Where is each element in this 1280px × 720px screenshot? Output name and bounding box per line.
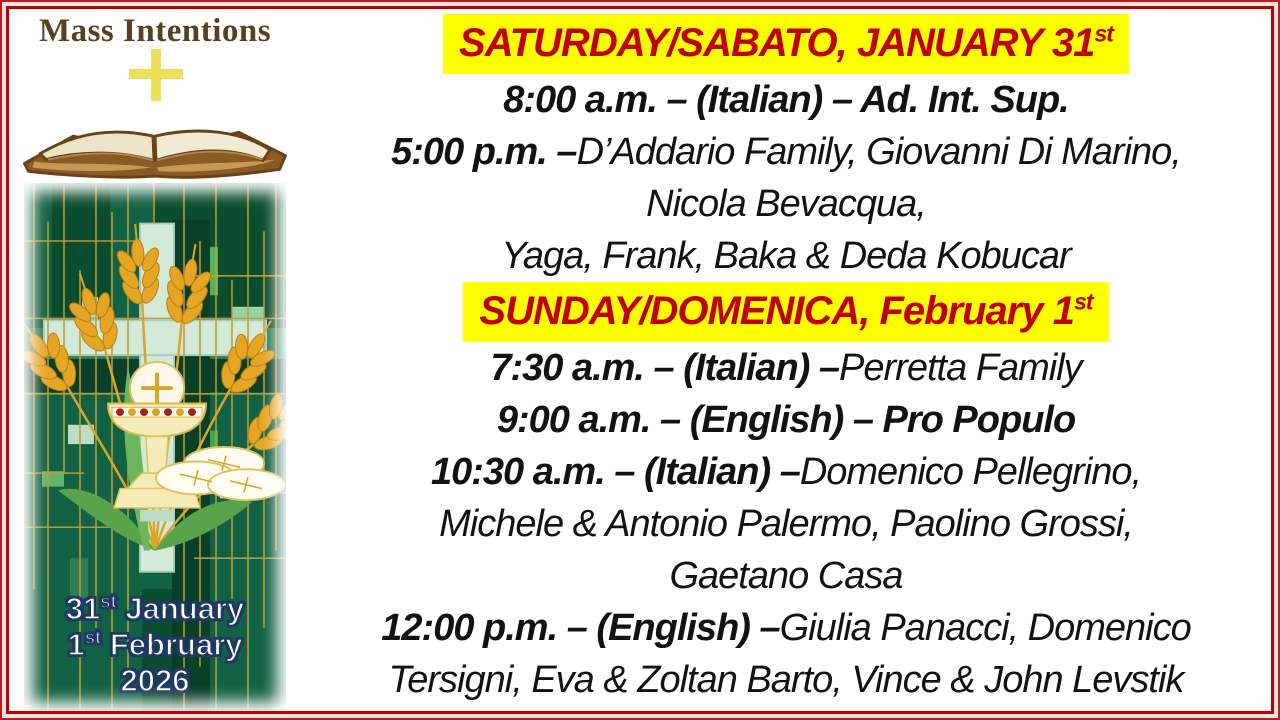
slide-content bbox=[6, 6, 1274, 714]
schedule-entry: Tersigni, Eva & Zoltan Barto, Vince & John Levstik bbox=[388, 659, 1184, 701]
schedule-entry: Michele & Antonio Palermo, Paolino Grossi, bbox=[439, 503, 1133, 545]
schedule-entry: 12:00 p.m. – (English) – Giulia Panacci, Domenico bbox=[381, 607, 1191, 649]
schedule-entry: 9:00 a.m. – (English) – Pro Populo bbox=[496, 399, 1076, 441]
schedule-entry: Gaetano Casa bbox=[669, 555, 903, 597]
schedule-entry: Yaga, Frank, Baka & Deda Kobucar bbox=[501, 235, 1071, 277]
schedule-day-header: SATURDAY/SABATO, JANUARY 31st bbox=[305, 14, 1267, 74]
left-panel bbox=[9, 9, 301, 711]
open-book-icon bbox=[16, 105, 294, 179]
mass-intentions-schedule bbox=[301, 9, 1271, 711]
schedule-entry: 7:30 a.m. – (Italian) – Perretta Family bbox=[490, 347, 1082, 389]
schedule-entry: 10:30 a.m. – (Italian) – Domenico Pellegrino, bbox=[430, 451, 1142, 493]
liturgical-banner-image bbox=[24, 183, 286, 711]
schedule-entry: 8:00 a.m. – (Italian) – Ad. Int. Sup. bbox=[503, 79, 1069, 121]
schedule-entry: Nicola Bevacqua, bbox=[646, 183, 926, 225]
banner-date-line: 2026 bbox=[120, 663, 190, 698]
schedule-entry: 5:00 p.m. – D’Addario Family, Giovanni Di Marino, bbox=[391, 131, 1181, 173]
schedule-day-header: SUNDAY/DOMENICA, February 1st bbox=[305, 282, 1267, 342]
banner-dates bbox=[24, 591, 286, 699]
banner-date-line: 1st February bbox=[67, 626, 243, 662]
page-title: Mass Intentions bbox=[38, 13, 272, 49]
cross-icon bbox=[123, 49, 187, 105]
banner-date-line: 31st January bbox=[65, 590, 245, 626]
